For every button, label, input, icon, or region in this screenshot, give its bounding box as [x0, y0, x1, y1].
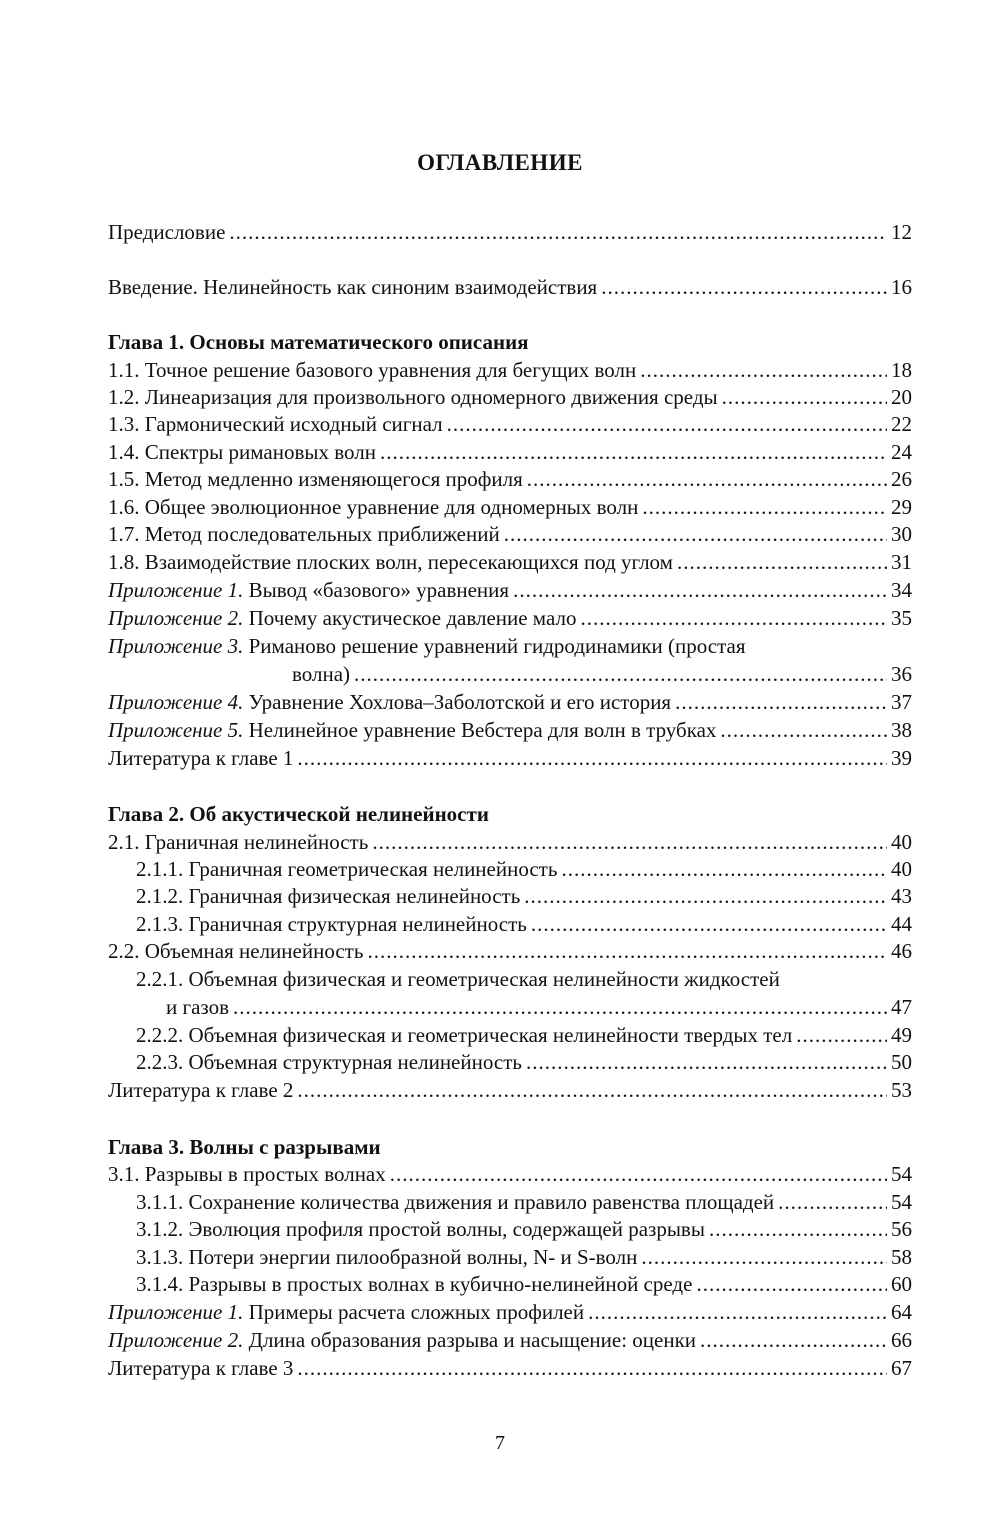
- leader-dots: [233, 993, 887, 1021]
- entry-label: 2.1.2. Граничная физическая нелинейность: [136, 884, 521, 908]
- entry-label: 1.1. Точное решение базового уравнения для бегущих волн: [108, 358, 637, 382]
- entry-page: 47: [891, 995, 912, 1019]
- chapter-1-heading[interactable]: Глава 1. Основы математического описания: [108, 330, 529, 354]
- page-number: 7: [495, 1432, 505, 1454]
- leader-dots: [527, 465, 887, 493]
- toc-entry[interactable]: [108, 937, 912, 965]
- toc-entry-appendix[interactable]: [108, 716, 912, 744]
- leader-dots: [601, 273, 887, 301]
- chapter-2-heading[interactable]: Глава 2. Об акустической нелинейности: [108, 802, 489, 826]
- appendix-prefix: Приложение 3.: [108, 634, 244, 658]
- appendix-title: Примеры расчета сложных профилей: [243, 1300, 585, 1324]
- entry-page: 35: [891, 606, 912, 630]
- entry-page: 46: [891, 939, 912, 963]
- entry-label: [108, 688, 671, 716]
- entry-page: 54: [891, 1162, 912, 1186]
- appendix-prefix: Приложение 2.: [108, 1328, 244, 1352]
- leader-dots: [504, 520, 887, 548]
- entry-label: 2.2.2. Объемная физическая и геометрическая нелинейности твердых тел: [136, 1023, 793, 1047]
- entry-page: 58: [891, 1245, 912, 1269]
- entry-label: 2.1. Граничная нелинейность: [108, 830, 369, 854]
- entry-page: 49: [891, 1023, 912, 1047]
- entry-page: 53: [891, 1078, 912, 1102]
- toc-entry-appendix[interactable]: [108, 604, 912, 632]
- leader-dots: [561, 855, 887, 883]
- entry-label: 2.2.3. Объемная структурная нелинейность: [136, 1050, 522, 1074]
- entry-label: Предисловие: [108, 220, 226, 244]
- appendix-title: Вывод «базового» уравнения: [243, 578, 510, 602]
- leader-dots: [796, 1021, 887, 1049]
- entry-label: 1.2. Линеаризация для произвольного одномерного движения среды: [108, 385, 718, 409]
- entry-page: 50: [891, 1050, 912, 1074]
- entry-label: 1.6. Общее эволюционное уравнение для одномерных волн: [108, 495, 639, 519]
- entry-page: 60: [891, 1272, 912, 1296]
- page-title: ОГЛАВЛЕНИЕ: [417, 150, 583, 175]
- entry-page: 54: [891, 1190, 912, 1214]
- leader-dots: [367, 937, 887, 965]
- appendix-prefix: Приложение 4.: [108, 690, 244, 714]
- toc-entry-literature[interactable]: [108, 744, 912, 772]
- appendix-prefix: Приложение 1.: [108, 1300, 244, 1324]
- entry-page: 56: [891, 1217, 912, 1241]
- toc-entry-line2[interactable]: [166, 993, 912, 1021]
- appendix-title: Уравнение Хохлова–Заболотской и его история: [243, 690, 672, 714]
- toc-entry[interactable]: [108, 410, 912, 438]
- toc-entry[interactable]: [136, 910, 912, 938]
- toc-entry[interactable]: [136, 1215, 912, 1243]
- toc-entry[interactable]: [108, 520, 912, 548]
- entry-label: 1.5. Метод медленно изменяющегося профиля: [108, 467, 523, 491]
- entry-label-continuation: волна): [292, 662, 351, 686]
- toc-entry[interactable]: [136, 1270, 912, 1298]
- entry-label: 3.1.2. Эволюция профиля простой волны, содержащей разрывы: [136, 1217, 705, 1241]
- entry-page: 24: [891, 440, 912, 464]
- entry-page: 40: [891, 830, 912, 854]
- leader-dots: [524, 882, 887, 910]
- toc-entry[interactable]: [136, 1048, 912, 1076]
- toc-entry[interactable]: [108, 465, 912, 493]
- entry-page: 40: [891, 857, 912, 881]
- toc-entry[interactable]: [108, 383, 912, 411]
- entry-page: 30: [891, 522, 912, 546]
- entry-label: 2.1.1. Граничная геометрическая нелинейность: [136, 857, 558, 881]
- entry-label: Литература к главе 3: [108, 1356, 294, 1380]
- leader-dots: [372, 828, 887, 856]
- toc-entry-literature[interactable]: [108, 1076, 912, 1104]
- entry-label: Литература к главе 2: [108, 1078, 294, 1102]
- entry-label: [108, 1326, 696, 1354]
- leader-dots: [709, 1215, 887, 1243]
- appendix-prefix: Приложение 1.: [108, 578, 244, 602]
- toc-entry-appendix-line2[interactable]: [292, 660, 912, 688]
- entry-label: 3.1.1. Сохранение количества движения и правило равенства площадей: [136, 1190, 775, 1214]
- entry-label: 3.1. Разрывы в простых волнах: [108, 1162, 386, 1186]
- toc-entry[interactable]: [108, 356, 912, 384]
- leader-dots: [297, 1076, 887, 1104]
- appendix-title: Длина образования разрыва и насыщение: оценки: [243, 1328, 697, 1352]
- leader-dots: [513, 576, 887, 604]
- appendix-title: Почему акустическое давление мало: [243, 606, 577, 630]
- toc-entry[interactable]: [108, 828, 912, 856]
- entry-page: 18: [891, 358, 912, 382]
- entry-page: 12: [891, 220, 912, 244]
- toc-entry[interactable]: [108, 1160, 912, 1188]
- appendix-prefix: Приложение 2.: [108, 606, 244, 630]
- toc-entry[interactable]: [136, 1188, 912, 1216]
- entry-label: [108, 604, 576, 632]
- entry-label: [108, 716, 716, 744]
- entry-label: 3.1.4. Разрывы в простых волнах в кубично-нелинейной среде: [136, 1272, 693, 1296]
- toc-entry[interactable]: [136, 882, 912, 910]
- leader-dots: [531, 910, 887, 938]
- toc-entry-appendix[interactable]: [108, 688, 912, 716]
- entry-page: 22: [891, 412, 912, 436]
- leader-dots: [722, 383, 887, 411]
- entry-label: Литература к главе 1: [108, 746, 294, 770]
- toc-entry-appendix[interactable]: [108, 576, 912, 604]
- entry-label: 3.1.3. Потери энергии пилообразной волны, N- и S-волн: [136, 1245, 638, 1269]
- entry-page: 67: [891, 1356, 912, 1380]
- entry-label: 2.1.3. Граничная структурная нелинейность: [136, 912, 527, 936]
- entry-page: 64: [891, 1300, 912, 1324]
- entry-label: 1.4. Спектры римановых волн: [108, 440, 376, 464]
- toc-entry-line1[interactable]: 2.2.1. Объемная физическая и геометрическая нелинейности жидкостей: [136, 967, 780, 991]
- leader-dots: [297, 1354, 887, 1382]
- entry-page: 26: [891, 467, 912, 491]
- entry-page: 16: [891, 275, 912, 299]
- leader-dots: [447, 410, 887, 438]
- leader-dots: [696, 1270, 887, 1298]
- leader-dots: [354, 660, 887, 688]
- entry-label: [108, 576, 509, 604]
- leader-dots: [297, 744, 887, 772]
- entry-page: 29: [891, 495, 912, 519]
- toc-entry[interactable]: [108, 438, 912, 466]
- leader-dots: [229, 218, 887, 246]
- entry-label: Введение. Нелинейность как синоним взаимодействия: [108, 275, 598, 299]
- entry-page: 43: [891, 884, 912, 908]
- toc-entry[interactable]: [108, 493, 912, 521]
- entry-page: 36: [891, 662, 912, 686]
- entry-page: 38: [891, 718, 912, 742]
- entry-label: 1.7. Метод последовательных приближений: [108, 522, 500, 546]
- entry-page: 37: [891, 690, 912, 714]
- toc-entry[interactable]: [136, 855, 912, 883]
- appendix-title: Риманово решение уравнений гидродинамики (простая: [243, 634, 746, 658]
- toc-entry[interactable]: [136, 1243, 912, 1271]
- entry-page: 39: [891, 746, 912, 770]
- entry-page: 31: [891, 550, 912, 574]
- leader-dots: [390, 1160, 887, 1188]
- leader-dots: [380, 438, 887, 466]
- leader-dots: [675, 688, 887, 716]
- leader-dots: [580, 604, 887, 632]
- entry-label: 1.8. Взаимодействие плоских волн, пересекающихся под углом: [108, 550, 673, 574]
- leader-dots: [588, 1298, 887, 1326]
- entry-page: 34: [891, 578, 912, 602]
- toc-entry-appendix[interactable]: [108, 1298, 912, 1326]
- leader-dots: [700, 1326, 887, 1354]
- leader-dots: [640, 356, 887, 384]
- leader-dots: [526, 1048, 887, 1076]
- leader-dots: [720, 716, 887, 744]
- leader-dots: [641, 1243, 887, 1271]
- chapter-3-heading[interactable]: Глава 3. Волны с разрывами: [108, 1135, 381, 1159]
- entry-label: [108, 1298, 584, 1326]
- toc-entry[interactable]: [108, 548, 912, 576]
- entry-label-continuation: и газов: [166, 995, 230, 1019]
- toc-entry-appendix-line1[interactable]: [108, 632, 912, 660]
- entry-page: 66: [891, 1328, 912, 1352]
- entry-page: 20: [891, 385, 912, 409]
- leader-dots: [677, 548, 887, 576]
- leader-dots: [778, 1188, 887, 1216]
- appendix-title: Нелинейное уравнение Вебстера для волн в трубках: [243, 718, 717, 742]
- toc-entry-preface[interactable]: [108, 218, 912, 246]
- entry-page: 44: [891, 912, 912, 936]
- appendix-prefix: Приложение 5.: [108, 718, 244, 742]
- entry-label: 1.3. Гармонический исходный сигнал: [108, 412, 443, 436]
- leader-dots: [642, 493, 887, 521]
- toc-entry-appendix[interactable]: [108, 1326, 912, 1354]
- toc-entry[interactable]: [136, 1021, 912, 1049]
- toc-entry-introduction[interactable]: [108, 273, 912, 301]
- toc-entry-literature[interactable]: [108, 1354, 912, 1382]
- entry-label: 2.2. Объемная нелинейность: [108, 939, 364, 963]
